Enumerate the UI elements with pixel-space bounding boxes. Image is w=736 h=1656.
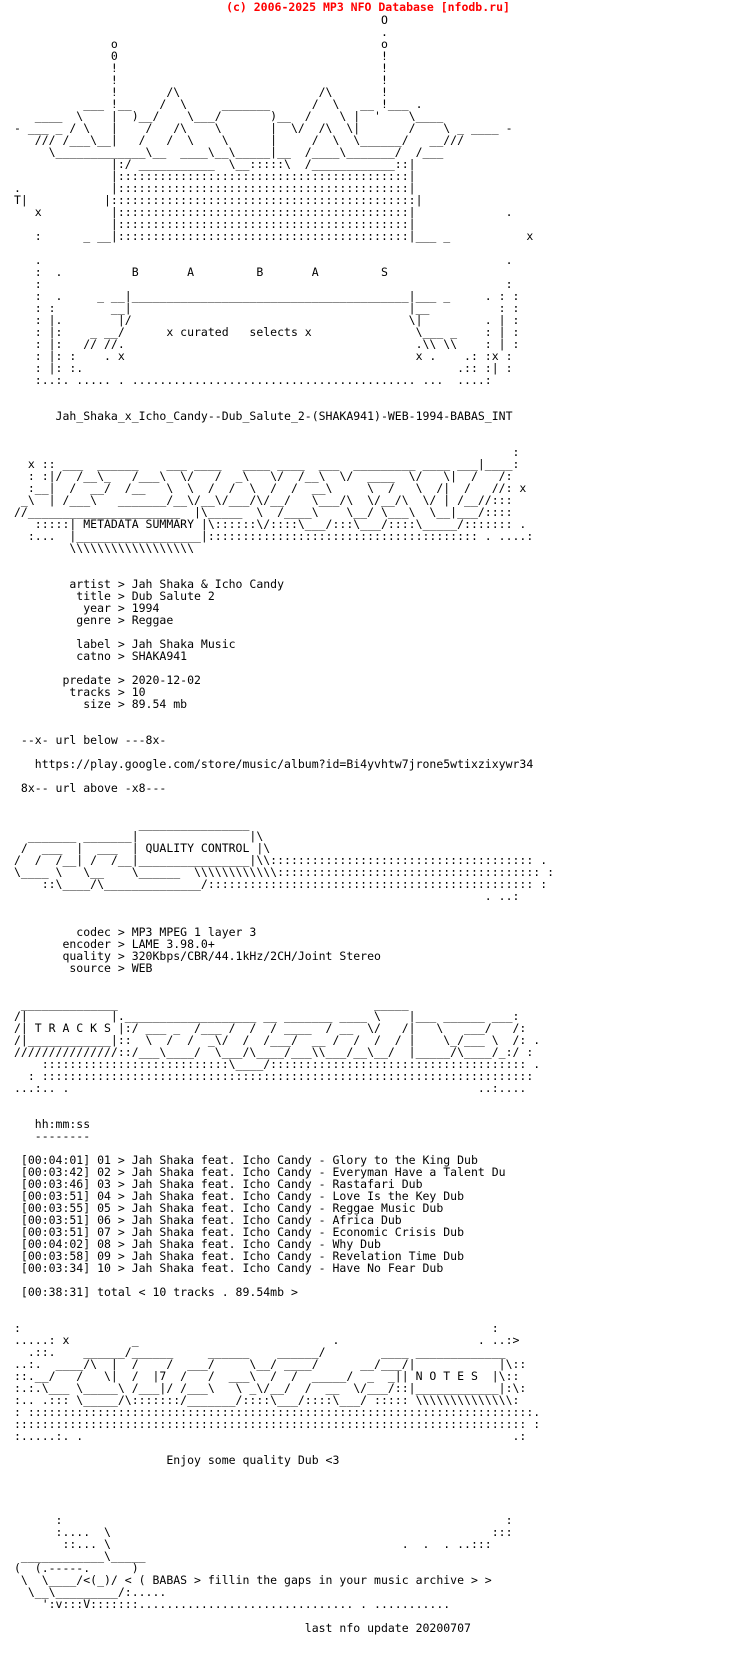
nfo-text: O . o o 0 ! ! ! ! ! ! /\ /\ ! ___ !__ / \ _______ / \ __ !___ . ____ \ | )__/ \___/ )__ / \ | ' \____ - ___ _ / \ | / /\ \ | \/ /\ \| / \ _ ____ - /// /___\__| / / \ \ | / \ \______/ __/// \_____________\__ ____\__\_____|__ /____\_______/ /___ |:/ ___________ \__:::::\ /____________::| |::::::::::::::::::::::::::::::::::::::::::| . |::::::::::::::::::::::::::::::::::::::::::| T| |::::::::::::::::::::::::::::::::::::::::::::| x |::::::::::::::::::::::::::::::::::::::::::| . |::::::::::::::::::::::::::::::::::::::::::| : _ __|::::::::::::::::::::::::::::::::::::::::::|___ _ x . . : . B A B A S : : : . _ __|________________________________________|___ _ . : : : : __| |__ : : : |. |/ \| . | : : |: _ __/ x curated selects x \___ _ : | : : |: // //. .\\ \\ : | : : |: : . x x . .: :x : : |: :. .:: :| : :..:. ..... . ......................................... ... ....: Jah_Shaka_x_Icho_Candy--Dub_Salute_2-(SHAKA941)-WEB-1994-BABAS_INT : x :: ___ ______ ___ ____ ____ ____ ___ _________ ____ ___|____: : :|/ /__\_ /___\ \/ / _\ \/ /__\ \/ ____ \/ \| / /: :__| / __/ /__ \ \ / / \ / / __\ \ / \ /| / //: x _\ | /___\ _______/__\/__\/___/\/__/ \___/\ \/__/\ \/ | /__//::: //______________________ |\_____ \ /____\ \__/ \___\ \__|___/:::: :::::| METADATA SUMMARY |\::::::\/::::\___/:::\___/::::\_____/::::::: . :... |__________________|::::::::::::::::::::::::::::::::::::::: . ....: \\\\\\\\\\\\\\\\\\ artist > Jah Shaka & Icho Candy title > Dub Salute 2 year > 1994 genre > Reggae label > Jah Shaka Music catno > SHAKA941 predate > 2020-12-02 tracks > 10 size > 89.54 mb --x- url below ---8x- https://play.google.com/store/music/album?id=Bi4yvhtw7jrone5wtixzixywr34 8x-- url above -x8--- ________________ _______ _______| |\ / ___ | ___ | QUALITY CONTROL |\ / / /__| / /__|________________|\\:::::::::::::::::::::::::::::::::::::: . \____ \ \__ \______ \\\\\\\\\\\\:::::::::::::::::::::::::::::::::::::: : ::\____/\______________/::::::::::::::::::::::::::::::::::::::::::::::: : . ..: codec > MP3 MPEG 1 layer 3 encoder > LAME 3.98.0+ quality > 320Kbps/CBR/44.1kHz/2CH/Joint Stereo source > WEB ______________ _____ /| |.___________________ __ _______ ____ \ |___ ______ ___: /| T R A C K S |:/ ___ _ /___ / / / ____ / __ \/ /| \ ___/ /: /|____________|:: \ / / _\/ / /___/ __ / / / / | \_/___ \ /: . ///////////////::/___\____/ \___/\____/___\\___/__\__/ |_____/\____/_:/ : :::::::::::::::::::::::::::\____/::::::::::::::::::::::::::::::::::::: . : ::::::::::::::::::::::::::::::::::::::::::::::::::::::::::::::::::::::: ...:.. . ..:.... hh:mm:ss -------- [00:04:01] 01 > Jah Shaka feat. Icho Candy - Glory to the King Dub [00:03:42] 02 > Jah Shaka feat. Icho Candy - Everyman Have a Talent Du [00:03:46] 03 > Jah Shaka feat. Icho Candy - Rastafari Dub [00:03:51] 04 > Jah Shaka feat. Icho Candy - Love Is the Key Dub [00:03:55] 05 > Jah Shaka feat. Icho Candy - Reggae Music Dub [00:03:51] 06 > Jah Shaka feat. Icho Candy - Africa Dub [00:03:51] 07 > Jah Shaka feat. Icho Candy - Economic Crisis Dub [00:04:02] 08 > Jah Shaka feat. Icho Candy - Why Dub [00:03:58] 09 > Jah Shaka feat. Icho Candy - Revelation Time Dub [00:03:34] 10 > Jah Shaka feat. Icho Candy - Have No Fear Dub [00:38:31] total < 10 tracks . 89.54mb > : : .....: x _ . . ..:> .::. ______/______ ______ ______/ ____ _____________ ..:. ____/\ | / / ___/ \__/ ____/ __/___/| |\:: ::.__/ / \| / |7 / / ___\ / / _____/ _ _|| N O T E S |\:: :.:.\___ \_____\ /___|/ /___\ \ _\/__/ / __ \/___/::|____________|:\: :.. .::: \_____/\:::::::/_______/::::\___/::::\___/ ::::: \\\\\\\\\\\\\\: : :::::::::::::::::::::::::::::::::::::::::::::::::::::::::::::::::::::::::. :::::::::::::::::::::::::::::::::::::::::::::::::::::::::::::::::::::::::: : :.....:. . .: Enjoy some quality Dub <3 : : :.... \ ::: ::... \ . . . ..::: ____________\_____ ( (.-----. ) \ \____/<(_)/ < ( BABAS > fillin the gaps in your music archive > > \__\_________/:..... ':v:::V:::::::............................... . ........... last nfo update 20200707 bbox=[14, 13, 555, 1635]
site-header: (c) 2006-2025 MP3 NFO Database [nfodb.ru] bbox=[226, 0, 510, 14]
